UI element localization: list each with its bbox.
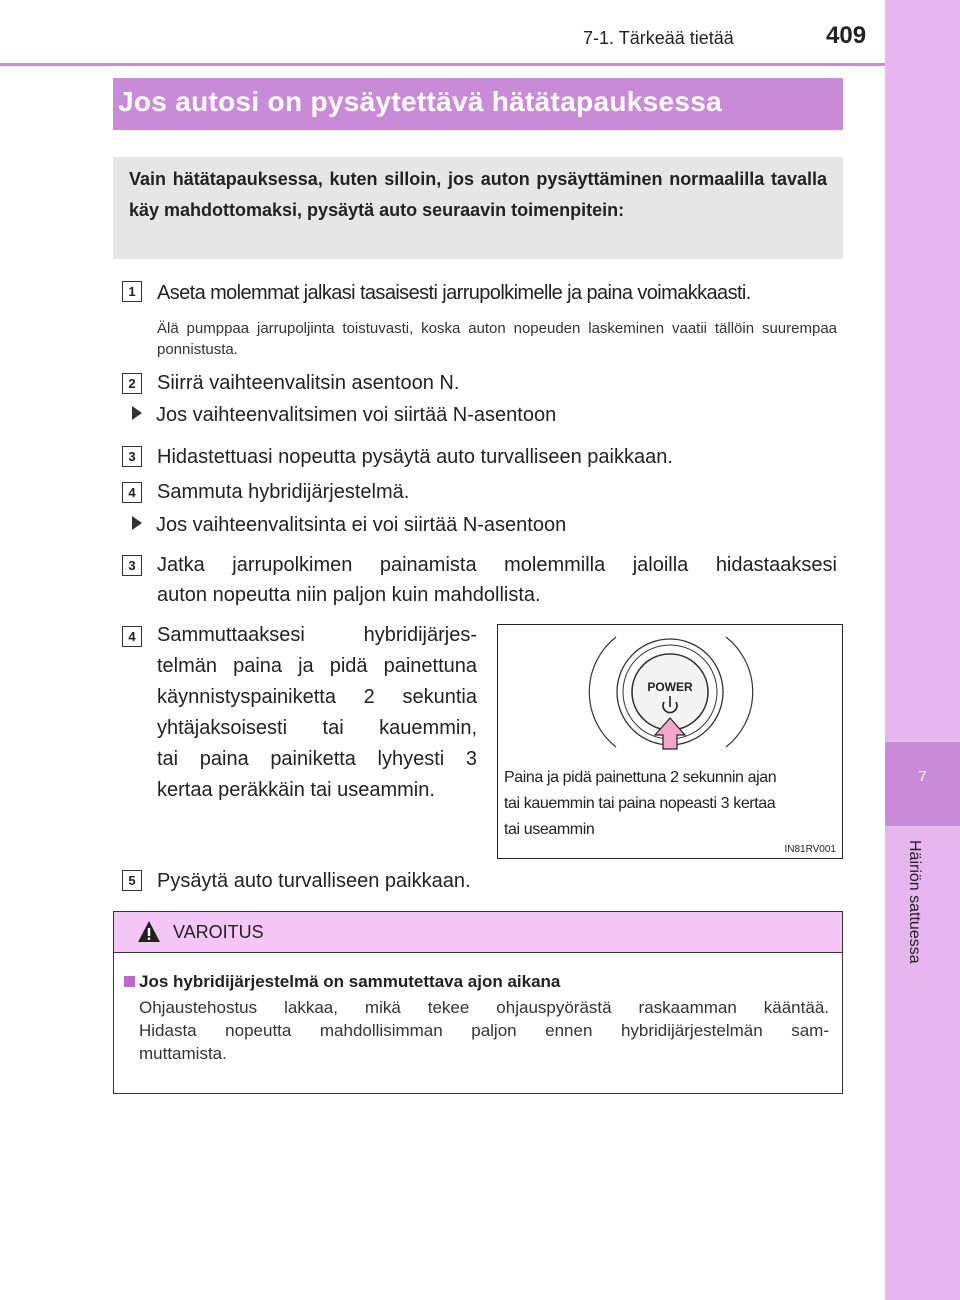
triangle-bullet-icon xyxy=(132,406,142,420)
caption-line: tai useammin xyxy=(504,821,595,838)
power-button-illustration xyxy=(497,624,843,859)
step-line: auton nopeutta niin paljon kuin mahdollista. xyxy=(157,584,541,606)
warning-icon xyxy=(137,920,161,944)
section-heading: 7-1. Tärkeää tietää xyxy=(583,28,734,48)
triangle-bullet-icon xyxy=(132,516,142,530)
step-text: Pysäytä auto turvalliseen paikkaan. xyxy=(157,870,471,892)
step-number: 3 xyxy=(122,555,142,576)
warning-body xyxy=(139,996,829,1065)
step-line: käynnistyspainiketta 2 sekuntia xyxy=(157,686,477,708)
step-number: 4 xyxy=(122,626,142,647)
condition-bullet xyxy=(132,514,566,537)
warning-line: Ohjaustehostus lakkaa, mikä tekee ohjauspyörästä raskaamman kääntää. xyxy=(139,998,829,1017)
step-number: 3 xyxy=(122,446,142,467)
step-text: Sammuta hybridijärjestelmä. xyxy=(157,481,410,503)
power-label: POWER xyxy=(647,680,693,694)
step-number: 1 xyxy=(122,281,142,302)
chapter-title-tab[interactable]: Häiriön sattuessa xyxy=(906,840,923,964)
step-number: 4 xyxy=(122,482,142,503)
step-note: Älä pumppaa jarrupoljinta toistuvasti, koska auton nopeuden laskeminen vaatii tällöin suurempaa ponnistusta. xyxy=(157,320,837,358)
step-line: tai paina painiketta lyhyesti 3 xyxy=(157,748,477,770)
chapter-number-tab[interactable]: 7 xyxy=(885,742,960,826)
side-tab-strip xyxy=(885,0,960,1300)
bullet-text: Jos vaihteenvalitsimen voi siirtää N-asentoon xyxy=(156,404,557,426)
caption-line: Paina ja pidä painettuna 2 sekunnin ajan xyxy=(504,769,777,786)
step-text xyxy=(157,620,477,806)
warning-box xyxy=(113,911,843,1094)
condition-bullet xyxy=(132,404,556,427)
press-arc-right xyxy=(726,637,753,747)
step-text: Siirrä vaihteenvalitsin asentoon N. xyxy=(157,372,460,394)
step-number: 5 xyxy=(122,870,142,891)
page-number: 409 xyxy=(826,22,867,49)
page-title: Jos autosi on pysäytettävä hätätapauksessa xyxy=(113,78,843,130)
bullet-text: Jos vaihteenvalitsinta ei voi siirtää N-asentoon xyxy=(156,514,567,536)
warning-subheading xyxy=(124,972,560,992)
step-line: kertaa peräkkäin tai useammin. xyxy=(157,779,435,801)
step-text: Aseta molemmat jalkasi tasaisesti jarrupolkimelle ja paina voimakkaasti. xyxy=(157,282,751,304)
step-number: 2 xyxy=(122,373,142,394)
warning-line: muttamista. xyxy=(139,1044,227,1063)
power-button-drawing xyxy=(498,625,842,775)
header-divider xyxy=(0,63,885,66)
warning-line: Hidasta nopeutta mahdollisimman paljon ennen hybridijärjestelmän sam- xyxy=(139,1021,829,1040)
step-line: telmän paina ja pidä painettuna xyxy=(157,655,477,677)
step-text xyxy=(157,550,837,610)
intro-text: Vain hätätapauksessa, kuten silloin, jos auton pysäyttäminen normaalilla tavalla käy mahdottomaksi, pysäytä auto seuraavin toimenpitein: xyxy=(113,157,843,259)
warning-subheading-text: Jos hybridijärjestelmä on sammutettava ajon aikana xyxy=(139,972,561,991)
step-text: Hidastettuasi nopeutta pysäytä auto turvalliseen paikkaan. xyxy=(157,446,673,468)
step-line: yhtäjaksoisesti tai kauemmin, xyxy=(157,717,477,739)
caption-line: tai kauemmin tai paina nopeasti 3 kertaa xyxy=(504,795,776,812)
illustration-caption xyxy=(504,765,838,843)
press-arc-left xyxy=(589,637,616,747)
illustration-code: IN81RV001 xyxy=(784,844,836,855)
step-line: Jatka jarrupolkimen painamista molemmilla jaloilla hidastaaksesi xyxy=(157,554,837,576)
warning-header xyxy=(114,912,842,953)
square-bullet-icon xyxy=(124,976,135,987)
step-line: Sammuttaaksesi hybridijärjes- xyxy=(157,624,477,646)
warning-title: VAROITUS xyxy=(173,922,264,942)
